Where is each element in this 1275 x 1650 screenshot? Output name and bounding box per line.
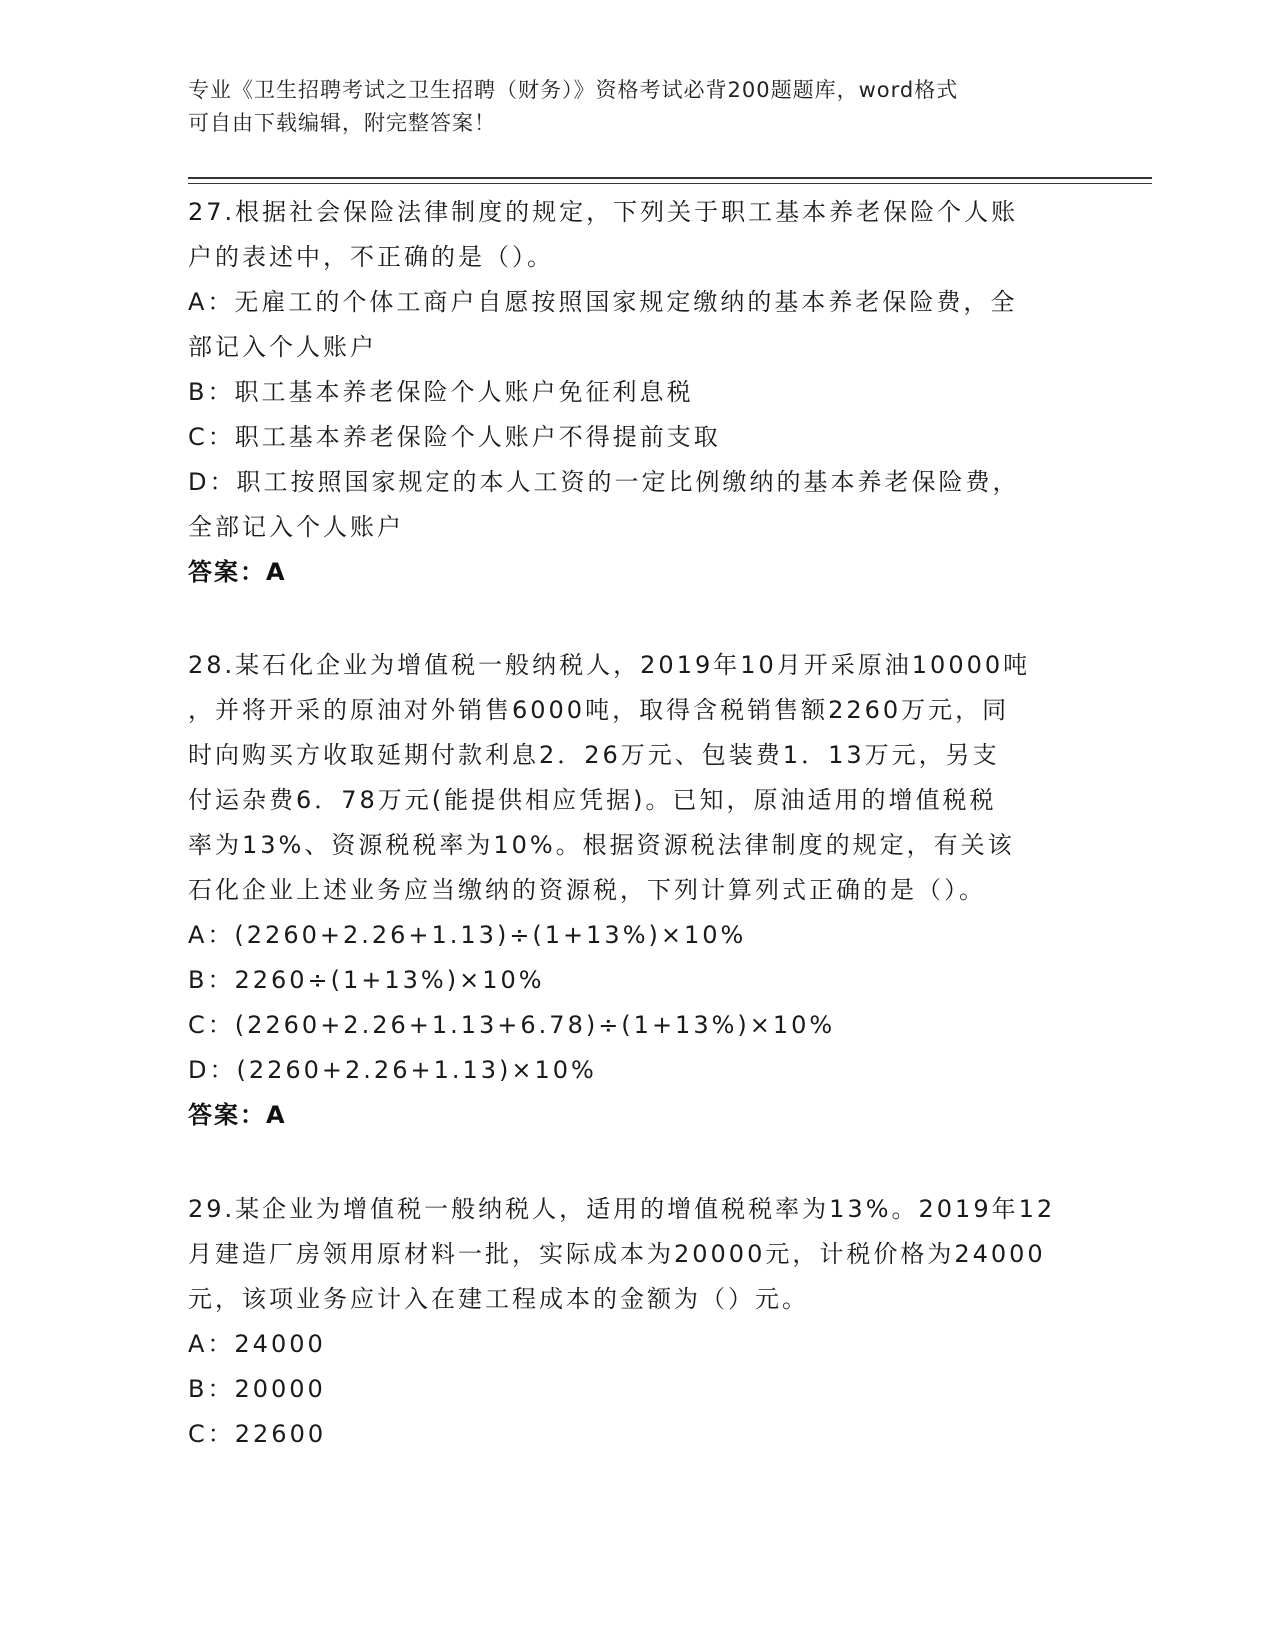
option-c: C：22600 — [188, 1420, 327, 1448]
option-c: C：职工基本养老保险个人账户不得提前支取 — [188, 423, 721, 451]
answer-label: 答案：A — [188, 1101, 287, 1129]
question-stem-line: 石化企业上述业务应当缴纳的资源税，下列计算列式正确的是（）。 — [188, 876, 986, 904]
question-stem-line: 28.某石化企业为增值税一般纳税人，2019年10月开采原油10000吨 — [188, 651, 1031, 679]
answer-label: 答案：A — [188, 558, 287, 586]
option-b: B：2260÷(1+13%)×10% — [188, 966, 545, 994]
question-27 — [188, 190, 1088, 595]
question-stem-line: 27.根据社会保险法律制度的规定，下列关于职工基本养老保险个人账 — [188, 198, 1019, 226]
question-stem-line: 时向购买方收取延期付款利息2．26万元、包装费1．13万元，另支 — [188, 741, 1000, 769]
question-29 — [188, 1187, 1088, 1457]
question-stem-line: 29.某企业为增值税一般纳税人，适用的增值税税率为13%。2019年12 — [188, 1195, 1056, 1223]
option-a-line: 部记入个人账户 — [188, 333, 377, 361]
option-a-line: A：无雇工的个体工商户自愿按照国家规定缴纳的基本养老保险费，全 — [188, 288, 1018, 316]
option-d: D：(2260+2.26+1.13)×10% — [188, 1056, 597, 1084]
document-header — [188, 74, 1068, 140]
question-stem-line: 付运杂费6．78万元(能提供相应凭据)。已知，原油适用的增值税税 — [188, 786, 997, 814]
header-line-1: 专业《卫生招聘考试之卫生招聘（财务）》资格考试必背200题题库，word格式 — [188, 78, 959, 102]
option-c: C：(2260+2.26+1.13+6.78)÷(1+13%)×10% — [188, 1011, 836, 1039]
question-28 — [188, 643, 1088, 1138]
question-stem-line: ，并将开采的原油对外销售6000吨，取得含税销售额2260万元，同 — [188, 696, 1010, 724]
question-stem-line: 元，该项业务应计入在建工程成本的金额为（）元。 — [188, 1285, 809, 1313]
question-stem-line: 户的表述中，不正确的是（）。 — [188, 243, 554, 271]
option-d-line: 全部记入个人账户 — [188, 513, 404, 541]
option-a: A：(2260+2.26+1.13)÷(1+13%)×10% — [188, 921, 747, 949]
question-stem-line: 月建造厂房领用原材料一批，实际成本为20000元，计税价格为24000 — [188, 1240, 1046, 1268]
header-divider-thick — [188, 177, 1152, 179]
option-b: B：20000 — [188, 1375, 326, 1403]
option-a: A：24000 — [188, 1330, 326, 1358]
question-stem-line: 率为13%、资源税税率为10%。根据资源税法律制度的规定，有关该 — [188, 831, 1015, 859]
option-b: B：职工基本养老保险个人账户免征利息税 — [188, 378, 694, 406]
option-d-line: D：职工按照国家规定的本人工资的一定比例缴纳的基本养老保险费， — [188, 468, 1020, 496]
header-line-2: 可自由下载编辑，附完整答案！ — [188, 111, 496, 135]
header-divider-thin — [188, 183, 1152, 184]
